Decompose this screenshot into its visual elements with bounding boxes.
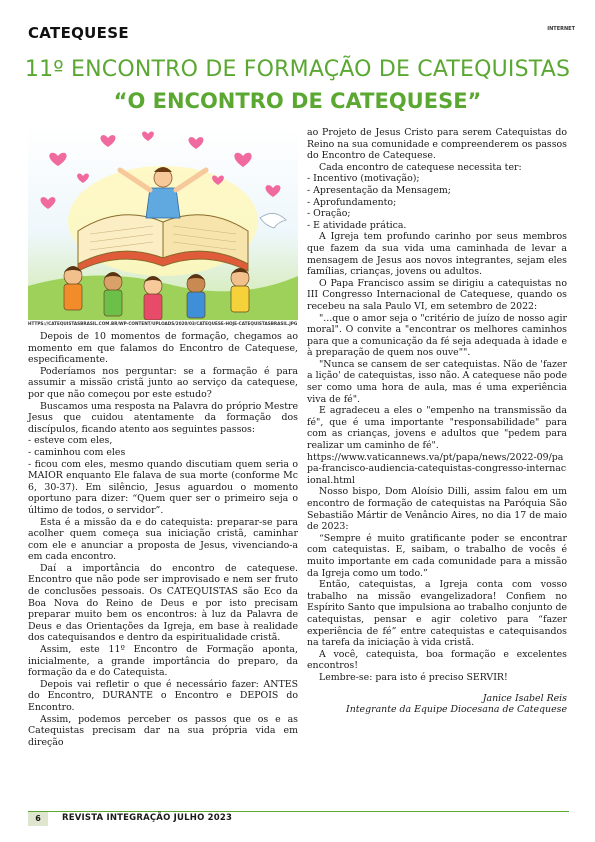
paragraph: Lembre-se: para isto é preciso SERVIR!	[319, 671, 508, 683]
paragraph: Poderíamos nos perguntar: se a formação é para assumir a missão cristã junto ao serviço da catequese, por que não começou por este estudo?	[28, 365, 298, 400]
catechesis-illustration	[28, 126, 298, 320]
left-column	[28, 331, 298, 748]
paragraph: ao Projeto de Jesus Cristo para serem Catequistas do Reino na sua comunidade e compreenderem os passos do Encontro de Catequese.	[307, 127, 567, 162]
paragraph: Esta é a missão da e do catequista: preparar-se para acolher quem começa sua iniciação cristã, caminhar com ele e anunciar a proposta de Jesus, vivenciando-a em cada encontro.	[28, 516, 298, 563]
page-subtitle: “O ENCONTRO DE CATEQUESE”	[113, 89, 482, 113]
paragraph: Daí a importância do encontro de catequese. Encontro que não pode ser improvisado e nem ser fruto de conclusões pessoais. Os CATEQUISTAS são Eco da Boa Nova do Reino de Deus e por isto precisam preparar muito bem os encontros: à luz da Palavra de Deus e das Orientações da Igreja, em base à realidade dos catequisandos e dentro da espiritualidade cristã.	[28, 562, 298, 644]
image-credit: HTTPS://CATEQUISTASBRASIL.COM.BR/WP-CONTENT/UPLOADS/2020/03/CATEQUESE-HOJE-CATEQUISTASBRASIL.JPG	[28, 321, 298, 326]
paragraph: O Papa Francisco assim se dirigiu a catequistas no III Congresso Internacional de Catequese, quando os recebeu na sala Paulo VI, em setembro de 2022:	[307, 277, 567, 312]
page-number: 6	[28, 812, 48, 826]
list-item: - ficou com eles, mesmo quando discutiam quem seria o MAIOR enquanto Ele falava de sua morte (conforme Mc 6, 30-37). Em silêncio, Jesus aguardou o momento oportuno para dizer: “Quem quer ser o primeiro seja o último de todos, o servidor”.	[28, 458, 298, 516]
list-item: - esteve com eles,	[28, 435, 113, 447]
publication-title: REVISTA INTEGRAÇÃO JULHO 2023	[62, 813, 233, 823]
source-link[interactable]: https://www.vaticannews.va/pt/papa/news/2022-09/papa-francisco-audiencia-catequistas-congresso-internacional.html	[307, 451, 567, 486]
corner-label: INTERNET	[547, 26, 575, 32]
author-role: Integrante da Equipe Diocesana de Catequese	[346, 704, 567, 716]
quote: “Sempre é muito gratificante poder se encontrar com catequistas. E, saibam, o trabalho de vocês é muito importante em cada comunidade para a missão da Igreja como um todo.”	[307, 532, 567, 579]
paragraph: Assim, este 11º Encontro de Formação aponta, inicialmente, a grande importância do preparo, da formação da e do Catequista.	[28, 644, 298, 679]
paragraph: Assim, podemos perceber os passos que os e as Catequistas precisam dar na sua própria vida em direção	[28, 713, 298, 748]
paragraph: A você, catequista, boa formação e excelentes encontros!	[307, 648, 567, 672]
list-item: - Incentivo (motivação);	[307, 173, 420, 185]
paragraph: A Igreja tem profundo carinho por seus membros que fazem da sua vida uma caminhada de levar a mensagem de Jesus aos novos integrantes, sejam eles famílias, crianças, jovens ou adultos.	[307, 231, 567, 278]
paragraph: Nosso bispo, Dom Aloísio Dilli, assim falou em um encontro de formação de catequistas na Paróquia São Sebastião Mártir de Venâncio Aires, no dia 17 de maio de 2023:	[307, 486, 567, 533]
list-item: - Aprofundamento;	[307, 196, 397, 208]
page-footer	[28, 811, 569, 828]
paragraph: Depois vai refletir o que é necessário fazer: ANTES do Encontro, DURANTE o Encontro e DEPOIS do Encontro.	[28, 678, 298, 713]
quote: "...que o amor seja o "critério de juízo de nosso agir moral". O convite a "encontrar os melhores caminhos para que a comunicação da fé seja adequada à idade e à preparação de quem nos ouve"".	[307, 312, 567, 359]
author-name: Janice Isabel Reis	[482, 692, 567, 704]
paragraph: Então, catequistas, a Igreja conta com vosso trabalho na missão evangelizadora! Confiem no Espírito Santo que impulsiona ao trabalho conjunto de catequistas, pensar e agir coletivo para “fazer experiência de fé” entre catequistas e catequisandos na tarefa da iniciação à vida cristã.	[307, 579, 567, 649]
paragraph: E agradeceu a eles o "empenho na transmissão da fé", que é uma importante "responsabilidade" para com as crianças, jovens e adultos que "pedem para realizar um caminho de fé".	[307, 405, 567, 452]
paragraph: Depois de 10 momentos de formação, chegamos ao momento em que falamos do Encontro de Catequese, especificamente.	[28, 331, 298, 366]
section-label: CATEQUESE	[28, 24, 129, 42]
list-item: - E atividade prática.	[307, 219, 407, 231]
paragraph: Cada encontro de catequese necessita ter:	[319, 161, 522, 173]
list-item: - Oração;	[307, 208, 351, 220]
paragraph: Buscamos uma resposta na Palavra do próprio Mestre Jesus que cuidou atentamente da formação dos discípulos, ficando atento aos seguintes passos:	[28, 400, 298, 435]
quote: "Nunca se cansem de ser catequistas. Não de 'fazer a lição' de catequistas, isso não. A catequese não pode ser como uma hora de aula, mas é uma experiência viva de fé".	[307, 358, 567, 405]
page-title: 11º ENCONTRO DE FORMAÇÃO DE CATEQUISTAS	[24, 57, 571, 82]
list-item: - caminhou com eles	[28, 446, 126, 458]
right-column	[307, 127, 567, 716]
list-item: - Apresentação da Mensagem;	[307, 184, 451, 196]
